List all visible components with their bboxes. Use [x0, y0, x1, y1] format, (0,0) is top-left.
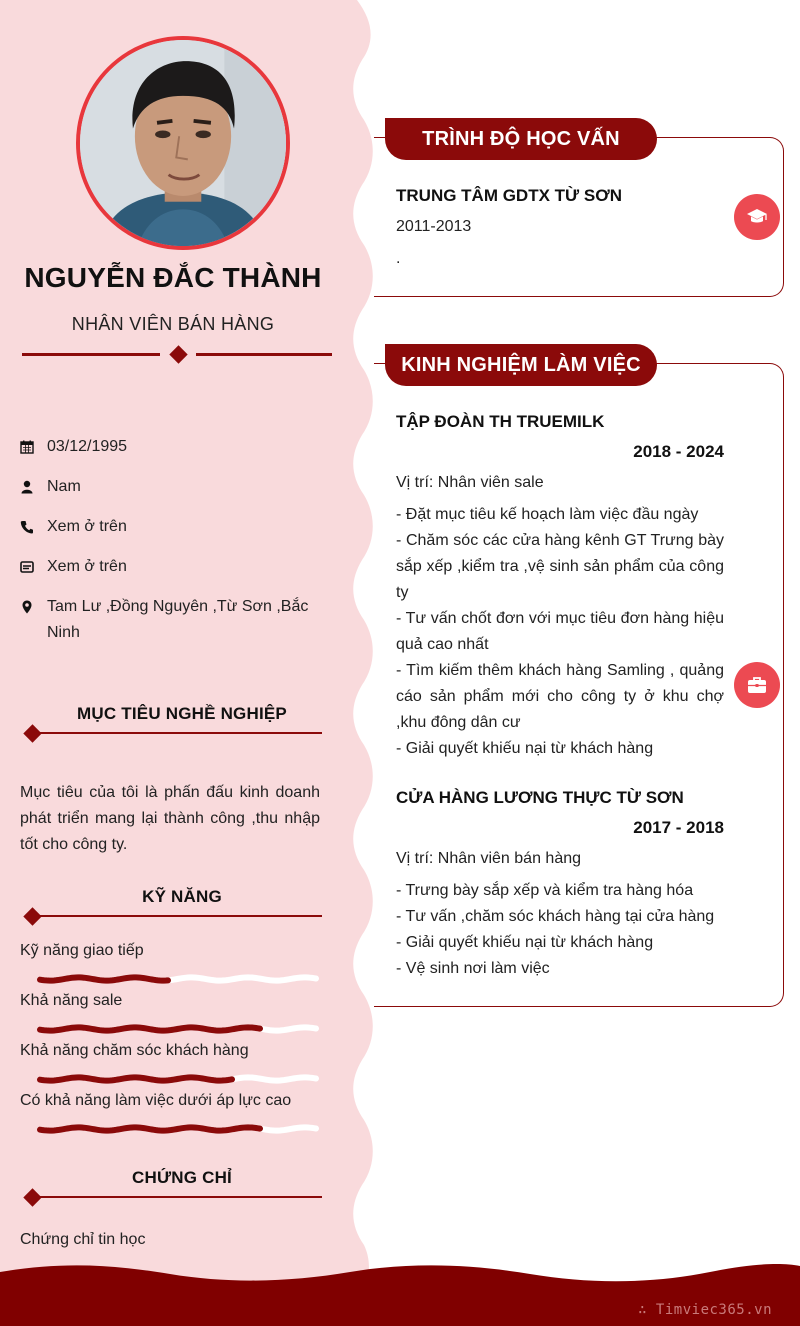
skill-bar: [36, 1023, 320, 1035]
certificates-heading: [20, 1168, 322, 1198]
skill-label: Kỹ năng giao tiếp: [20, 942, 144, 959]
objective-text: Mục tiêu của tôi là phấn đấu kinh doanh phát triển mang lại thành công ,thu nhập tốt cho công ty.: [20, 784, 320, 853]
duty-item: - Chăm sóc các cửa hàng kênh GT Trưng bày sắp xếp ,kiểm tra ,vệ sinh sản phẩm của công ty: [396, 532, 724, 601]
objective-heading-line: [32, 732, 322, 734]
certificates-heading-text: CHỨNG CHỈ: [132, 1168, 232, 1187]
footer-brand[interactable]: ∴ Timviec365.vn: [638, 1302, 772, 1318]
duty-item: - Tư vấn ,chăm sóc khách hàng tại cửa hàng: [396, 908, 715, 925]
skills-heading-text: KỸ NĂNG: [142, 887, 222, 906]
objective-heading: [20, 704, 322, 734]
contact-phone: [20, 514, 330, 540]
contact-phone-value[interactable]: Xem ở trên: [47, 518, 127, 535]
job-years: 2018 - 2024: [633, 442, 724, 461]
certificate-item: Chứng chỉ tin học: [20, 1231, 146, 1248]
objective-heading-text: MỤC TIÊU NGHỀ NGHIỆP: [77, 704, 287, 723]
skill-bar-fill: [40, 1027, 260, 1030]
email-icon: [20, 554, 47, 580]
job-title: NHÂN VIÊN BÁN HÀNG: [71, 314, 275, 334]
education-heading: TRÌNH ĐỘ HỌC VẤN: [385, 118, 657, 160]
skill-bar-fill: [40, 977, 168, 980]
duty-item: - Tìm kiếm thêm khách hàng Samling , quảng cáo sản phẩm mới cho công ty ở khu chợ ,khu đông dân cư: [396, 662, 724, 731]
calendar-icon: [20, 434, 47, 460]
graduation-cap-icon: [734, 194, 780, 240]
skill-bar-fill: [40, 1127, 260, 1130]
duty-item: - Giải quyết khiếu nại từ khách hàng: [396, 934, 654, 951]
avatar-portrait: [80, 40, 286, 246]
duty-item: - Trưng bày sắp xếp và kiểm tra hàng hóa: [396, 882, 694, 899]
contact-birthdate-value: 03/12/1995: [47, 438, 128, 455]
duty-item: - Đặt mục tiêu kế hoạch làm việc đầu ngày: [396, 506, 699, 523]
contact-gender: [20, 474, 330, 500]
job-position: Vị trí: Nhân viên sale: [396, 474, 544, 491]
contact-birthdate: [20, 434, 330, 460]
skill-bar: [36, 973, 320, 985]
experience-heading: KINH NGHIỆM LÀM VIỆC: [385, 344, 657, 386]
job-company: CỬA HÀNG LƯƠNG THỰC TỪ SƠN: [396, 788, 684, 807]
certificates-heading-line: [32, 1196, 322, 1198]
contact-gender-value: Nam: [47, 478, 81, 495]
skill-bar: [36, 1073, 320, 1085]
skill-label: Khả năng sale: [20, 992, 123, 1009]
duty-item: - Tư vấn chốt đơn với mục tiêu đơn hàng hiệu quả cao nhất: [396, 610, 724, 653]
job-years: 2017 - 2018: [633, 818, 724, 837]
education-years: 2011-2013: [396, 218, 472, 235]
skills-heading: [20, 887, 322, 917]
education-box: [374, 137, 784, 297]
job-duties: [396, 878, 724, 982]
skill-label: Có khả năng làm việc dưới áp lực cao: [20, 1092, 292, 1109]
skill-label: Khả năng chăm sóc khách hàng: [20, 1042, 249, 1059]
job-position: Vị trí: Nhân viên bán hàng: [396, 850, 582, 867]
title-divider-right: [196, 353, 332, 356]
contact-address: [20, 594, 330, 646]
contact-email-value[interactable]: Xem ở trên: [47, 558, 127, 575]
user-icon: [20, 474, 47, 500]
candidate-name: NGUYỄN ĐẮC THÀNH: [24, 262, 322, 293]
contact-address-value: Tam Lư ,Đồng Nguyên ,Từ Sơn ,Bắc Ninh: [47, 598, 309, 641]
skill-bar: [36, 1123, 320, 1135]
job-duties: [396, 502, 724, 762]
duty-item: - Vệ sinh nơi làm việc: [396, 960, 550, 977]
contact-email: [20, 554, 330, 580]
skill-bar-fill: [40, 1077, 232, 1080]
education-school: TRUNG TÂM GDTX TỪ SƠN: [396, 186, 622, 205]
phone-icon: [20, 514, 47, 540]
job-company: TẬP ĐOÀN TH TRUEMILK: [396, 412, 605, 431]
skills-heading-line: [32, 915, 322, 917]
education-note: .: [396, 250, 401, 267]
location-icon: [20, 594, 47, 646]
avatar: [76, 36, 290, 250]
briefcase-icon: [734, 662, 780, 708]
title-divider-left: [22, 353, 160, 356]
duty-item: - Giải quyết khiếu nại từ khách hàng: [396, 740, 654, 757]
